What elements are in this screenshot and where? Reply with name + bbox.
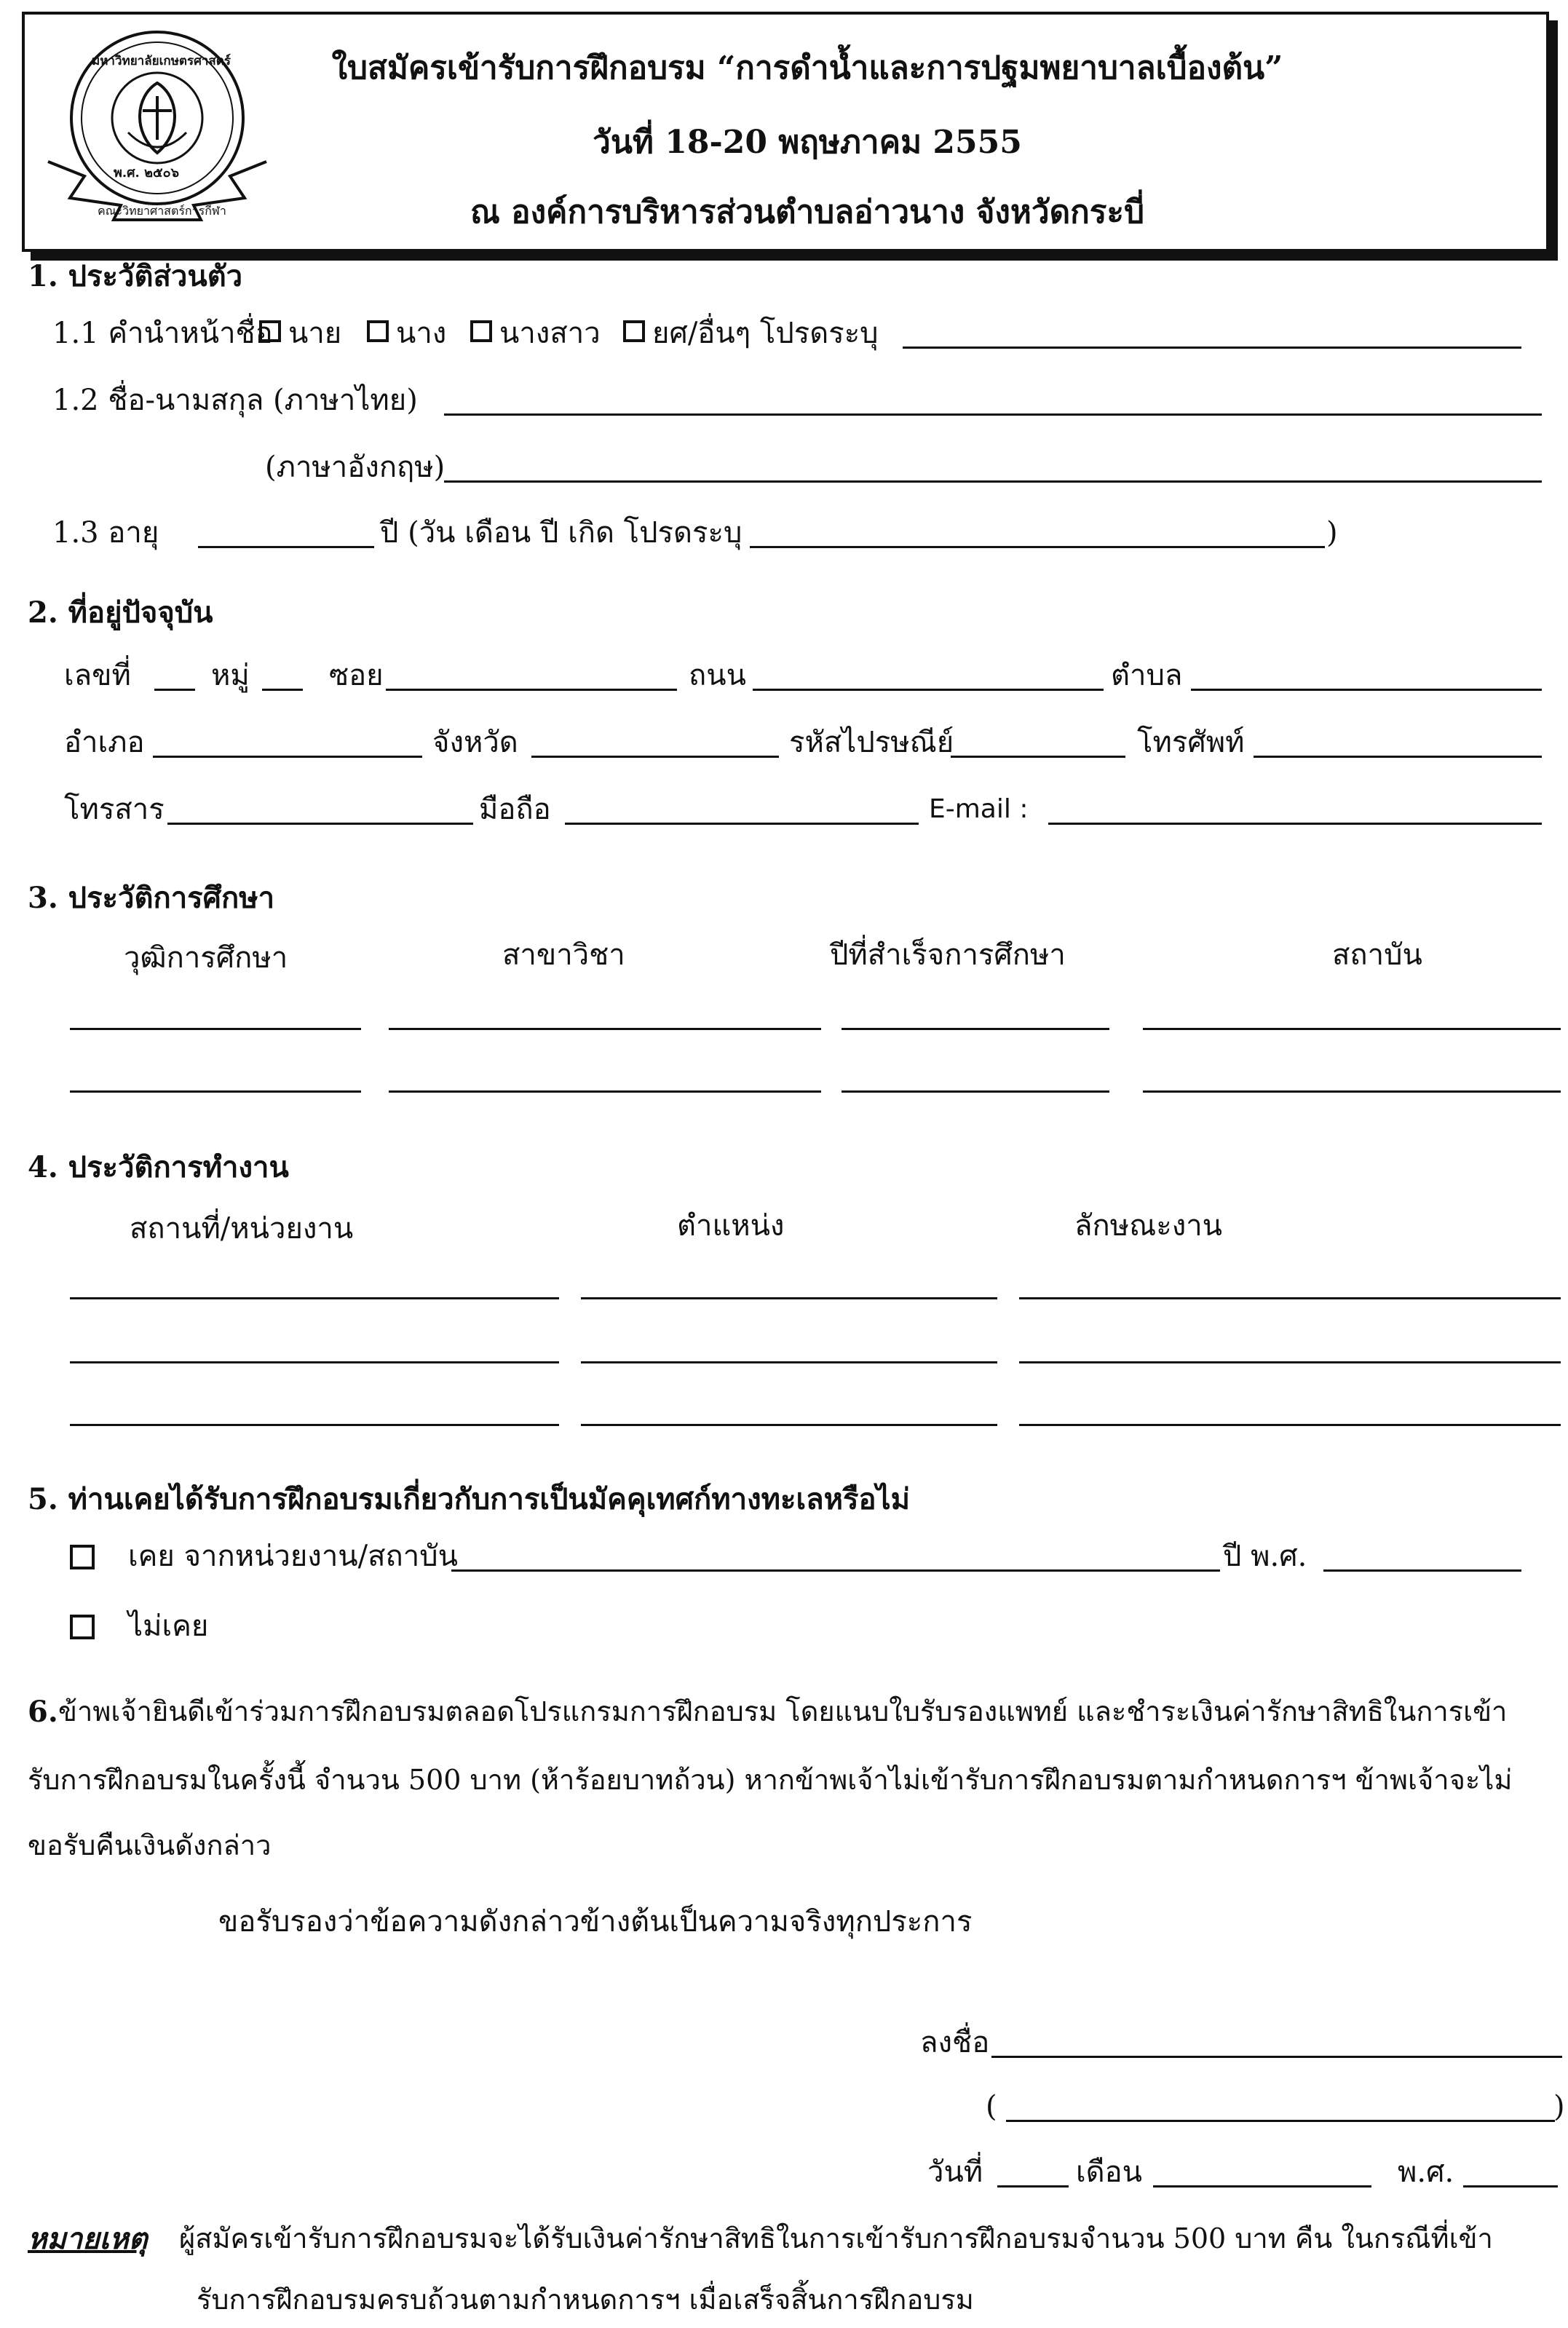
training-no-label: ไม่เคย bbox=[128, 1610, 209, 1643]
house-no-line[interactable] bbox=[154, 689, 195, 691]
email-label: E-mail : bbox=[929, 794, 1029, 824]
training-yes-checkbox[interactable] bbox=[70, 1545, 95, 1569]
amphoe-line[interactable] bbox=[153, 756, 422, 758]
edu-row2-degree[interactable] bbox=[70, 1090, 361, 1093]
work-row2-duty[interactable] bbox=[1019, 1361, 1561, 1363]
edu-row2-major[interactable] bbox=[389, 1090, 821, 1093]
fax-line[interactable] bbox=[167, 823, 473, 825]
date-year-label: พ.ศ. bbox=[1398, 2155, 1454, 2189]
prefix-option-other: ยศ/อื่นๆ โปรดระบุ bbox=[652, 317, 879, 350]
edu-row1-degree[interactable] bbox=[70, 1028, 361, 1030]
work-row2-org[interactable] bbox=[70, 1361, 559, 1363]
header-box bbox=[22, 12, 1549, 252]
name-en-line[interactable] bbox=[444, 480, 1542, 483]
age-label: 1.3 อายุ bbox=[52, 516, 159, 550]
section-6-line2: รับการฝึกอบรมในครั้งนี้ จำนวน 500 บาท (ห้าร้อยบาทถ้วน) หากข้าพเจ้าไม่เข้ารับการฝึกอบรมตามกำหนดการฯ ข้าพเจ้าจะไม่ bbox=[28, 1764, 1513, 1796]
edu-row1-major[interactable] bbox=[389, 1028, 821, 1030]
edu-col-year: ปีที่สำเร็จการศึกษา bbox=[830, 938, 1066, 972]
age-line[interactable] bbox=[198, 546, 374, 548]
certify-statement: ขอรับรองว่าข้อความดังกล่าวข้างต้นเป็นความจริงทุกประการ bbox=[218, 1905, 973, 1939]
work-col-org: สถานที่/หน่วยงาน bbox=[130, 1212, 354, 1246]
work-row1-org[interactable] bbox=[70, 1297, 559, 1299]
prefix-other-line[interactable] bbox=[903, 347, 1521, 349]
house-no-label: เลขที่ bbox=[64, 659, 131, 692]
training-org-line[interactable] bbox=[451, 1569, 1220, 1572]
tambon-label: ตำบล bbox=[1111, 659, 1183, 692]
sign-label: ลงชื่อ bbox=[920, 2026, 990, 2059]
date-month-line[interactable] bbox=[1153, 2185, 1371, 2188]
section-6-line3: ขอรับคืนเงินดังกล่าว bbox=[28, 1829, 272, 1861]
province-label: จังหวัด bbox=[432, 726, 518, 759]
prefix-checkbox-other[interactable] bbox=[623, 320, 645, 342]
work-row3-duty[interactable] bbox=[1019, 1424, 1561, 1426]
note-line1: ผู้สมัครเข้ารับการฝึกอบรมจะได้รับเงินค่ารักษาสิทธิในการเข้ารับการฝึกอบรมจำนวน 500 บาท คืน ในกรณีที่เข้า bbox=[179, 2222, 1493, 2254]
age-close-paren: ) bbox=[1326, 516, 1338, 550]
edu-col-institute: สถาบัน bbox=[1332, 938, 1422, 972]
training-yes-label: เคย จากหน่วยงาน/สถาบัน bbox=[128, 1540, 458, 1573]
note-label: หมายเหตุ bbox=[28, 2222, 148, 2256]
prefix-option-mr: นาย bbox=[288, 317, 342, 350]
postcode-label: รหัสไปรษณีย์ bbox=[789, 726, 954, 759]
date-label: วันที่ bbox=[927, 2155, 983, 2189]
prefix-label: 1.1 คำนำหน้าชื่อ bbox=[52, 317, 273, 350]
prefix-option-mrs: นาง bbox=[396, 317, 447, 350]
postcode-line[interactable] bbox=[951, 756, 1125, 758]
edu-col-major: สาขาวิชา bbox=[502, 938, 625, 972]
work-row1-duty[interactable] bbox=[1019, 1297, 1561, 1299]
work-row2-position[interactable] bbox=[581, 1361, 997, 1363]
soi-line[interactable] bbox=[386, 689, 677, 691]
date-year-line[interactable] bbox=[1463, 2185, 1558, 2188]
mobile-label: มือถือ bbox=[479, 793, 551, 826]
header-date: วันที่ 18-20 พฤษภาคม 2555 bbox=[593, 124, 1022, 161]
logo-year-text: พ.ศ. ๒๕๐๖ bbox=[114, 165, 179, 181]
work-col-position: ตำแหน่ง bbox=[677, 1209, 785, 1243]
edu-row2-year[interactable] bbox=[842, 1090, 1109, 1093]
sign-paren-close: ) bbox=[1553, 2090, 1565, 2123]
training-no-checkbox[interactable] bbox=[70, 1615, 95, 1639]
province-line[interactable] bbox=[531, 756, 779, 758]
edu-row1-institute[interactable] bbox=[1143, 1028, 1561, 1030]
header-venue: ณ องค์การบริหารส่วนตำบลอ่าวนาง จังหวัดกระบี่ bbox=[470, 194, 1144, 231]
training-year-line[interactable] bbox=[1323, 1569, 1521, 1572]
work-row1-position[interactable] bbox=[581, 1297, 997, 1299]
amphoe-label: อำเภอ bbox=[64, 726, 145, 759]
section-1-title: 1. ประวัติส่วนตัว bbox=[28, 259, 243, 293]
work-col-duty: ลักษณะงาน bbox=[1074, 1209, 1223, 1243]
prefix-checkbox-mrs[interactable] bbox=[367, 320, 389, 342]
section-6-number: 6. bbox=[28, 1695, 58, 1729]
edu-row1-year[interactable] bbox=[842, 1028, 1109, 1030]
road-label: ถนน bbox=[689, 659, 746, 692]
sign-name-line[interactable] bbox=[1006, 2120, 1555, 2122]
date-month-label: เดือน bbox=[1076, 2155, 1143, 2189]
age-unit: ปี (วัน เดือน ปี เกิด โปรดระบุ bbox=[380, 516, 743, 550]
road-line[interactable] bbox=[753, 689, 1104, 691]
moo-label: หมู่ bbox=[211, 659, 250, 692]
edu-col-degree: วุฒิการศึกษา bbox=[124, 941, 288, 975]
name-en-label: (ภาษาอังกฤษ) bbox=[265, 451, 446, 484]
section-5-title: 5. ท่านเคยได้รับการฝึกอบรมเกี่ยวกับการเป็นมัคคุเทศก์ทางทะเลหรือไม่ bbox=[28, 1482, 911, 1516]
section-3-title: 3. ประวัติการศึกษา bbox=[28, 881, 275, 915]
birthdate-line[interactable] bbox=[750, 546, 1325, 548]
logo-top-text: มหาวิทยาลัยเกษตรศาสตร์ bbox=[92, 54, 231, 68]
sign-line[interactable] bbox=[991, 2056, 1562, 2058]
prefix-option-miss: นางสาว bbox=[499, 317, 601, 350]
tambon-line[interactable] bbox=[1191, 689, 1542, 691]
name-th-line[interactable] bbox=[444, 413, 1542, 416]
prefix-checkbox-miss[interactable] bbox=[470, 320, 492, 342]
edu-row2-institute[interactable] bbox=[1143, 1090, 1561, 1093]
logo-ribbon-text: คณะวิทยาศาสตร์การกีฬา bbox=[98, 204, 226, 218]
mobile-line[interactable] bbox=[565, 823, 919, 825]
work-row3-position[interactable] bbox=[581, 1424, 997, 1426]
header-title: ใบสมัครเข้ารับการฝึกอบรม “การดำน้ำและการปฐมพยาบาลเบื้องต้น” bbox=[331, 50, 1283, 87]
section-6-line1: ข้าพเจ้ายินดีเข้าร่วมการฝึกอบรมตลอดโปรแกรมการฝึกอบรม โดยแนบใบรับรองแพทย์ และชำระเงินค่ารักษาสิทธิในการเข้า bbox=[58, 1695, 1508, 1727]
training-year-label: ปี พ.ศ. bbox=[1223, 1540, 1307, 1573]
fax-label: โทรสาร bbox=[64, 793, 165, 826]
email-line[interactable] bbox=[1048, 823, 1542, 825]
section-4-title: 4. ประวัติการทำงาน bbox=[28, 1150, 289, 1184]
work-row3-org[interactable] bbox=[70, 1424, 559, 1426]
prefix-checkbox-mr[interactable] bbox=[259, 320, 281, 342]
phone-line[interactable] bbox=[1254, 756, 1542, 758]
section-2-title: 2. ที่อยู่ปัจจุบัน bbox=[28, 595, 213, 630]
name-th-label: 1.2 ชื่อ-นามสกุล (ภาษาไทย) bbox=[52, 384, 418, 417]
moo-line[interactable] bbox=[262, 689, 303, 691]
date-day-line[interactable] bbox=[997, 2185, 1069, 2188]
sign-paren-open: ( bbox=[986, 2090, 997, 2123]
phone-label: โทรศัพท์ bbox=[1137, 726, 1245, 759]
soi-label: ซอย bbox=[329, 659, 384, 692]
note-line2: รับการฝึกอบรมครบถ้วนตามกำหนดการฯ เมื่อเสร็จสิ้นการฝึกอบรม bbox=[197, 2284, 974, 2316]
